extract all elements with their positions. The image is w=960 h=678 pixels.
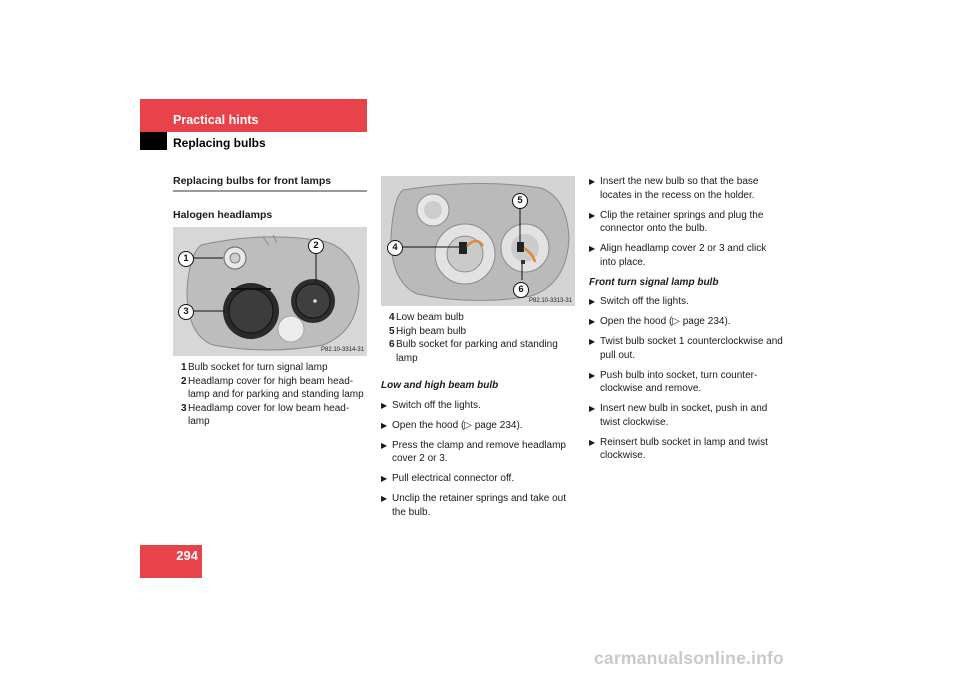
bullet-arrow-icon: ▶ — [589, 297, 596, 306]
chapter-title: Practical hints — [173, 113, 259, 127]
legend-item: 3 Headlamp cover for low beam head-lamp — [181, 402, 350, 427]
bullet-arrow-icon: ▶ — [381, 494, 388, 503]
instruction-step: ▶ Twist bulb socket 1 counterclockwise and pull out. — [589, 336, 783, 361]
page-number: 294 — [176, 548, 198, 563]
instruction-step: ▶ Insert the new bulb so that the base locates in the recess on the holder. — [589, 176, 759, 201]
legend-item: 1 Bulb socket for turn signal lamp — [181, 362, 328, 373]
section-title-header: Replacing bulbs — [173, 136, 266, 150]
halogen-headlamp-image — [173, 227, 367, 356]
instruction-step: ▶ Insert new bulb in socket, push in and twist clockwise. — [589, 403, 768, 428]
xenon-headlamp-illustration — [381, 176, 575, 306]
low-high-beam-heading: Low and high beam bulb — [381, 380, 499, 391]
instruction-step: ▶ Pull electrical connector off. — [381, 473, 515, 484]
bullet-arrow-icon: ▶ — [381, 474, 388, 483]
instruction-step: ▶ Push bulb into socket, turn counter-clockwise and remove. — [589, 369, 758, 394]
instruction-step: ▶ Clip the retainer springs and plug the connector onto the bulb. — [589, 209, 764, 234]
turn-signal-heading: Front turn signal lamp bulb — [589, 276, 719, 288]
bullet-arrow-icon: ▶ — [589, 244, 596, 253]
callout-1: 1 — [178, 251, 194, 267]
bullet-arrow-icon: ▶ — [589, 337, 596, 346]
legend-item: 2 Headlamp cover for high beam head-lamp and for parking and standing lamp — [181, 375, 364, 400]
instruction-step: ▶ Align headlamp cover 2 or 3 and click into place. — [589, 243, 767, 268]
callout-2: 2 — [308, 238, 324, 254]
callout-4: 4 — [387, 240, 403, 256]
xenon-headlamp-image — [381, 176, 575, 306]
instruction-step: ▶ Unclip the retainer springs and take out the bulb. — [381, 493, 566, 518]
header-tab — [140, 132, 167, 150]
legend-item: 6 Bulb socket for parking and standing lamp — [389, 339, 558, 364]
callout-6: 6 — [513, 282, 529, 298]
legend-item: 5 High beam bulb — [389, 325, 467, 337]
bullet-arrow-icon: ▶ — [589, 370, 596, 380]
bullet-arrow-icon: ▶ — [381, 420, 388, 430]
halogen-legend — [181, 361, 365, 429]
bullet-arrow-icon: ▶ — [589, 210, 596, 220]
bullet-arrow-icon: ▶ — [589, 317, 596, 326]
instruction-step: ▶ Switch off the lights. — [381, 399, 481, 411]
section-rule — [173, 190, 367, 192]
halogen-headlamp-illustration — [173, 227, 367, 356]
instruction-step: ▶ Open the hood (▷ page 234). — [381, 419, 523, 431]
instruction-step: ▶ Switch off the lights. — [589, 296, 689, 307]
legend-item: 4 Low beam bulb — [389, 312, 464, 323]
xenon-legend — [389, 311, 575, 365]
halogen-image-code: P82.10-3314-31 — [321, 347, 365, 353]
halogen-heading: Halogen headlamps — [173, 209, 273, 221]
bullet-arrow-icon: ▶ — [589, 404, 596, 413]
instruction-step: ▶ Press the clamp and remove headlamp cover 2 or 3. — [381, 439, 566, 464]
callout-3: 3 — [178, 304, 194, 320]
xenon-image-code: P82.10-3313-31 — [529, 298, 573, 304]
instruction-step: ▶ Reinsert bulb socket in lamp and twist clockwise. — [589, 436, 768, 461]
callout-5: 5 — [512, 193, 528, 209]
instruction-step: ▶ Open the hood (▷ page 234). — [589, 316, 731, 327]
right-column — [589, 175, 784, 469]
bullet-arrow-icon: ▶ — [589, 177, 596, 186]
watermark: carmanualsonline.info — [594, 648, 784, 668]
low-high-beam-section — [381, 379, 575, 526]
section-heading: Replacing bulbs for front lamps — [173, 175, 332, 187]
bullet-arrow-icon: ▶ — [381, 400, 388, 410]
bullet-arrow-icon: ▶ — [381, 440, 388, 450]
bullet-arrow-icon: ▶ — [589, 437, 596, 447]
